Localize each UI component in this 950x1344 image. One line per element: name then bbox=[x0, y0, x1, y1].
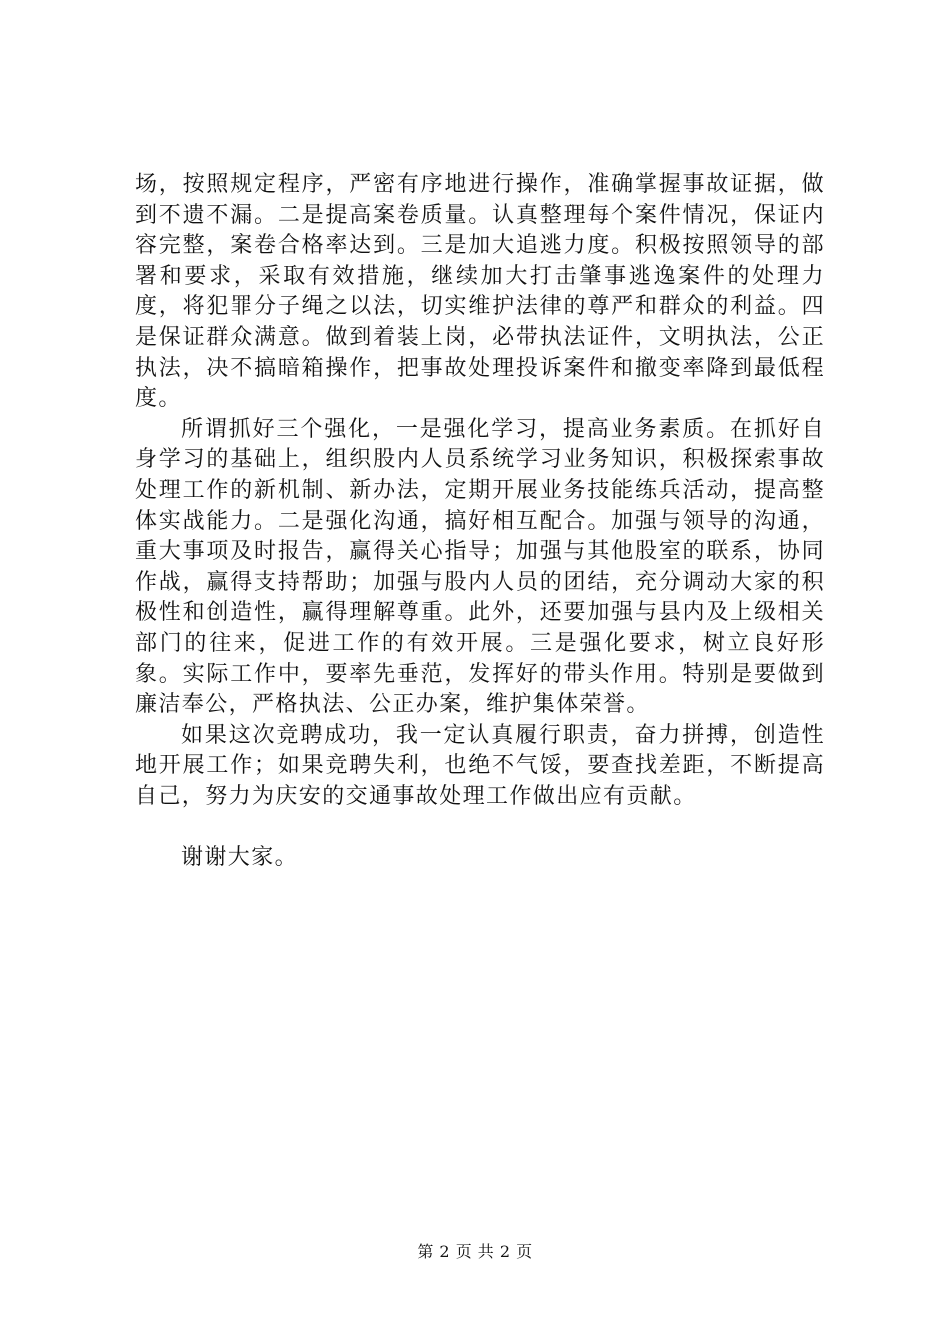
page-footer: 第 2 页 共 2 页 bbox=[417, 1242, 533, 1261]
paragraph-3: 如果这次竞聘成功，我一定认真履行职责，奋力拼搏，创造性地开展工作；如果竞聘失利，也绝不气馁，要查找差距，不断提高自己，努力为庆安的交通事故处理工作做出应有贡献。 bbox=[135, 722, 825, 809]
paragraph-2: 所谓抓好三个强化，一是强化学习，提高业务素质。在抓好自身学习的基础上，组织股内人员系统学习业务知识，积极探索事故处理工作的新机制、新办法，定期开展业务技能练兵活动，提高整体实战能力。二是强化沟通，搞好相互配合。加强与领导的沟通，重大事项及时报告，赢得关心指导；加强与其他股室的联系，协同作战，赢得支持帮助；加强与股内人员的团结，充分调动大家的积极性和创造性，赢得理解尊重。此外，还要加强与县内及上级相关部门的往来，促进工作的有效开展。三是强化要求，树立良好形象。实际工作中，要率先垂范，发挥好的带头作用。特别是要做到廉洁奉公，严格执法、公正办案，维护集体荣誉。 bbox=[135, 416, 825, 718]
paragraph-1: 场，按照规定程序，严密有序地进行操作，准确掌握事故证据，做到不遗不漏。二是提高案卷质量。认真整理每个案件情况，保证内容完整，案卷合格率达到。三是加大追逃力度。积极按照领导的部署和要求，采取有效措施，继续加大打击肇事逃逸案件的处理力度，将犯罪分子绳之以法，切实维护法律的尊严和群众的利益。四是保证群众满意。做到着装上岗，必带执法证件，文明执法，公正执法，决不搞暗箱操作，把事故处理投诉案件和撤变率降到最低程度。 bbox=[135, 172, 825, 412]
document-body bbox=[135, 170, 825, 874]
closing-line: 谢谢大家。 bbox=[181, 845, 299, 871]
paragraph-spacer bbox=[135, 812, 825, 843]
